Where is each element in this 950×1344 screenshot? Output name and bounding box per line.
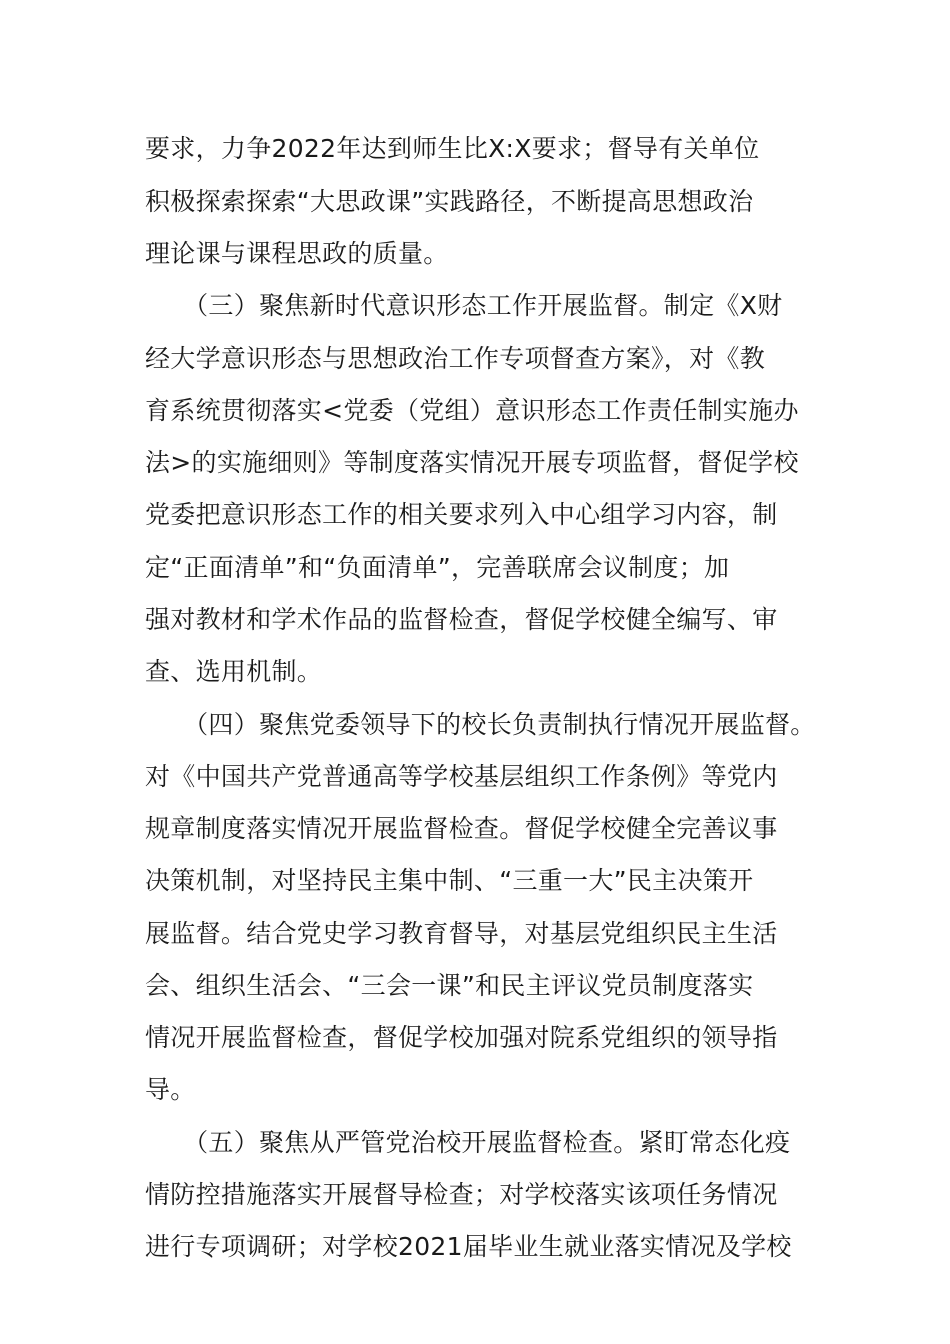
text-line: 对《中国共产党普通高等学校基层组织工作条例》等党内 bbox=[145, 762, 778, 791]
text-line: 要求，力争2022年达到师生比X:X要求；督导有关单位 bbox=[145, 134, 760, 163]
text-line: 强对教材和学术作品的监督检查，督促学校健全编写、审 bbox=[145, 605, 778, 634]
text-line: 积极探索探索“大思政课”实践路径，不断提高思想政治 bbox=[145, 187, 754, 216]
text-line: 导。 bbox=[145, 1075, 196, 1104]
text-line: 党委把意识形态工作的相关要求列入中心组学习内容，制 bbox=[145, 500, 778, 529]
paragraph-4-start: （四）聚焦党委领导下的校长负责制执行情况开展监督。 bbox=[145, 710, 816, 739]
paragraph-5-start: （五）聚焦从严管党治校开展监督检查。紧盯常态化疫 bbox=[145, 1128, 791, 1157]
text-line: 育系统贯彻落实<党委（党组）意识形态工作责任制实施办 bbox=[145, 396, 799, 425]
text-line: 情况开展监督检查，督促学校加强对院系党组织的领导指 bbox=[145, 1023, 778, 1052]
text-line: 展监督。结合党史学习教育督导，对基层党组织民主生活 bbox=[145, 919, 778, 948]
text-line: 经大学意识形态与思想政治工作专项督查方案》，对《教 bbox=[145, 344, 766, 373]
text-line: 会、组织生活会、“三会一课”和民主评议党员制度落实 bbox=[145, 971, 754, 1000]
text-line: 决策机制，对坚持民主集中制、“三重一大”民主决策开 bbox=[145, 866, 754, 895]
paragraph-3-start: （三）聚焦新时代意识形态工作开展监督。制定《X财 bbox=[145, 291, 783, 320]
text-line: 规章制度落实情况开展监督检查。督促学校健全完善议事 bbox=[145, 814, 778, 843]
text-line: 进行专项调研；对学校2021届毕业生就业落实情况及学校 bbox=[145, 1232, 792, 1261]
text-line: 情防控措施落实开展督导检查；对学校落实该项任务情况 bbox=[145, 1180, 778, 1209]
text-line: 理论课与课程思政的质量。 bbox=[145, 239, 449, 268]
text-line: 查、选用机制。 bbox=[145, 657, 323, 686]
text-line: 定“正面清单”和“负面清单”，完善联席会议制度；加 bbox=[145, 553, 730, 582]
text-line: 法>的实施细则》等制度落实情况开展专项监督，督促学校 bbox=[145, 448, 799, 477]
